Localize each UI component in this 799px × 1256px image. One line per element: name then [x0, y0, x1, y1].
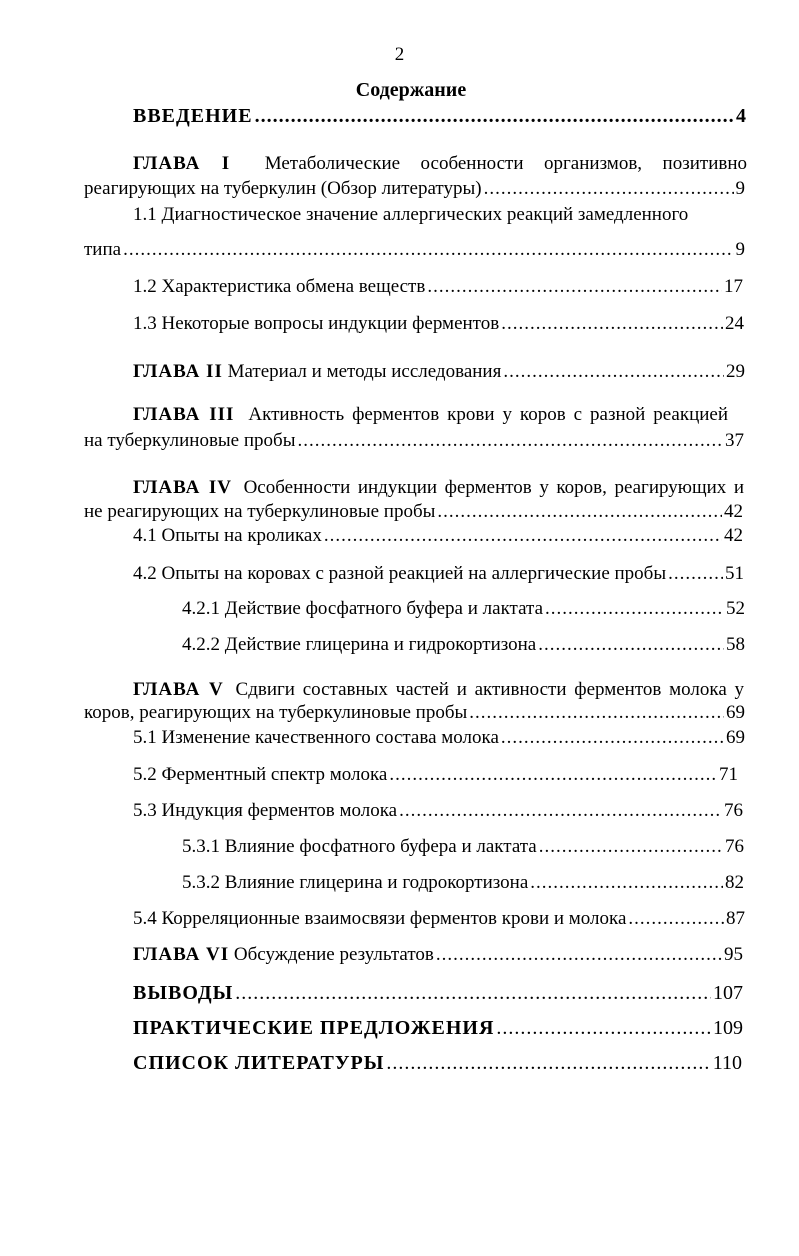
toc-page: 69: [726, 727, 745, 748]
toc-label: 4.1 Опыты на кроликах: [133, 525, 322, 546]
leader-dots: [496, 1016, 711, 1040]
toc-page: 95: [724, 944, 743, 965]
leader-dots: [530, 871, 723, 895]
toc-page: 29: [726, 361, 745, 382]
toc-entry-4-2-2[interactable]: [182, 633, 745, 657]
toc-entry-1-1-line1[interactable]: 1.1 Диагностическое значение аллергических реакций замедленного: [133, 204, 689, 225]
toc-label: [133, 360, 501, 384]
chapter-label: ГЛАВА V: [133, 679, 224, 700]
leader-dots: [469, 701, 724, 725]
toc-label: коров, реагирующих на туберкулиновые пробы: [84, 702, 468, 723]
leader-dots: [484, 177, 734, 201]
toc-entry-1-1-line2[interactable]: [84, 238, 745, 262]
chapter-title: Метаболические особенности организмов, позитивно: [264, 153, 747, 174]
toc-label: 4.2.2 Действие глицерина и гидрокортизона: [182, 634, 537, 655]
leader-dots: [539, 835, 723, 859]
leader-dots: [389, 763, 717, 787]
leader-dots: [427, 275, 722, 299]
toc-entry-5-1[interactable]: [133, 726, 745, 750]
leader-dots: [386, 1051, 710, 1075]
toc-entry-4-2[interactable]: [133, 562, 744, 586]
toc-page: 17: [724, 276, 743, 297]
toc-label: реагирующих на туберкулин (Обзор литературы): [84, 178, 482, 199]
toc-page: 76: [724, 800, 743, 821]
toc-label: типа: [84, 239, 122, 260]
toc-entry-4-1[interactable]: [133, 524, 743, 548]
toc-entry-intro[interactable]: [133, 104, 746, 128]
chapter-title: Материал и методы исследования: [227, 361, 502, 382]
toc-entry-1-3[interactable]: [133, 312, 744, 336]
toc-page: 82: [725, 872, 744, 893]
chapter-label: ГЛАВА I: [133, 153, 231, 174]
leader-dots: [538, 633, 724, 657]
toc-entry-ch6[interactable]: [133, 943, 743, 967]
toc-page: 71: [719, 764, 738, 785]
chapter-label: ГЛАВА IV: [133, 477, 232, 498]
toc-entry-conclusions[interactable]: [133, 981, 743, 1005]
toc-label: ПРАКТИЧЕСКИЕ ПРЕДЛОЖЕНИЯ: [133, 1017, 495, 1039]
leader-dots: [668, 562, 723, 586]
leader-dots: [235, 981, 711, 1005]
toc-entry-ch2[interactable]: [133, 360, 745, 384]
toc-label: 5.3 Индукция ферментов молока: [133, 800, 398, 821]
toc-entry-4-2-1[interactable]: [182, 597, 745, 621]
toc-page: 76: [725, 836, 744, 857]
toc-page: 52: [726, 598, 745, 619]
toc-label: 4.2 Опыты на коровах с разной реакцией на аллергические пробы: [133, 563, 667, 584]
toc-entry-ch5-line1[interactable]: [133, 678, 744, 702]
toc-page: 110: [712, 1052, 742, 1074]
chapter-title: Особенности индукции ферментов у коров, реагирующих и: [243, 477, 744, 498]
toc-label: не реагирующих на туберкулиновые пробы: [84, 501, 436, 522]
toc-entry-5-2[interactable]: [133, 763, 738, 787]
toc-label: ВВЕДЕНИЕ: [133, 105, 253, 127]
leader-dots: [628, 907, 724, 931]
toc-label: 5.2 Ферментный спектр молока: [133, 764, 388, 785]
toc-label: 1.2 Характеристика обмена веществ: [133, 276, 426, 297]
toc-entry-5-3-2[interactable]: [182, 871, 744, 895]
toc-label: 5.1 Изменение качественного состава молока: [133, 727, 499, 748]
toc-label: 1.3 Некоторые вопросы индукции ферментов: [133, 313, 500, 334]
toc-entry-practical[interactable]: [133, 1016, 743, 1040]
toc-label: на туберкулиновые пробы: [84, 430, 296, 451]
toc-page: 4: [736, 105, 746, 127]
toc-page: 37: [725, 430, 744, 451]
page-title: Содержание: [355, 79, 467, 101]
leader-dots: [503, 360, 724, 384]
leader-dots: [545, 597, 724, 621]
toc-page: 9: [735, 239, 745, 260]
toc-label: СПИСОК ЛИТЕРАТУРЫ: [133, 1052, 385, 1074]
toc-page: 109: [713, 1017, 743, 1039]
toc-entry-references[interactable]: [133, 1051, 742, 1075]
toc-label: 4.2.1 Действие фосфатного буфера и лактата: [182, 598, 543, 619]
toc-entry-5-4[interactable]: [133, 907, 745, 931]
toc-label: [133, 943, 434, 967]
leader-dots: [399, 799, 722, 823]
toc-page: 58: [726, 634, 745, 655]
toc-page: 107: [713, 982, 743, 1004]
leader-dots: [255, 104, 734, 128]
toc-label: 5.4 Корреляционные взаимосвязи ферментов крови и молока: [133, 908, 627, 929]
chapter-title: Активность ферментов крови у коров с разной реакцией: [248, 404, 729, 425]
leader-dots: [501, 312, 723, 336]
toc-entry-ch4-line1[interactable]: [133, 476, 744, 500]
chapter-label: ГЛАВА III: [133, 404, 235, 425]
chapter-title: Обсуждение результатов: [233, 944, 434, 965]
toc-entry-ch3-line2[interactable]: [84, 429, 744, 453]
toc-entry-5-3[interactable]: [133, 799, 743, 823]
toc-label: ВЫВОДЫ: [133, 982, 234, 1004]
toc-page: 51: [725, 563, 744, 584]
toc-entry-ch1-line1[interactable]: [133, 152, 747, 176]
toc-page: 42: [724, 525, 743, 546]
toc-page: 87: [726, 908, 745, 929]
toc-page: 42: [724, 501, 743, 522]
leader-dots: [501, 726, 724, 750]
toc-label: 5.3.2 Влияние глицерина и годрокортизона: [182, 872, 529, 893]
toc-page: 24: [725, 313, 744, 334]
chapter-label: ГЛАВА VI: [133, 944, 230, 965]
chapter-label: ГЛАВА II: [133, 361, 223, 382]
toc-entry-ch3-line1[interactable]: [133, 403, 728, 427]
toc-entry-ch4-line2[interactable]: [84, 500, 743, 524]
page-number: 2: [394, 44, 405, 65]
toc-entry-5-3-1[interactable]: [182, 835, 744, 859]
leader-dots: [324, 524, 722, 548]
toc-entry-ch5-line2[interactable]: [84, 701, 745, 725]
leader-dots: [123, 238, 733, 262]
toc-page: 9: [735, 178, 745, 199]
toc-entry-1-2[interactable]: [133, 275, 743, 299]
toc-page: 69: [726, 702, 745, 723]
leader-dots: [297, 429, 723, 453]
toc-label: 5.3.1 Влияние фосфатного буфера и лактата: [182, 836, 537, 857]
chapter-title: Сдвиги составных частей и активности ферментов молока у: [235, 679, 744, 700]
toc-entry-ch1-line2[interactable]: [84, 177, 745, 201]
leader-dots: [437, 500, 722, 524]
leader-dots: [436, 943, 722, 967]
